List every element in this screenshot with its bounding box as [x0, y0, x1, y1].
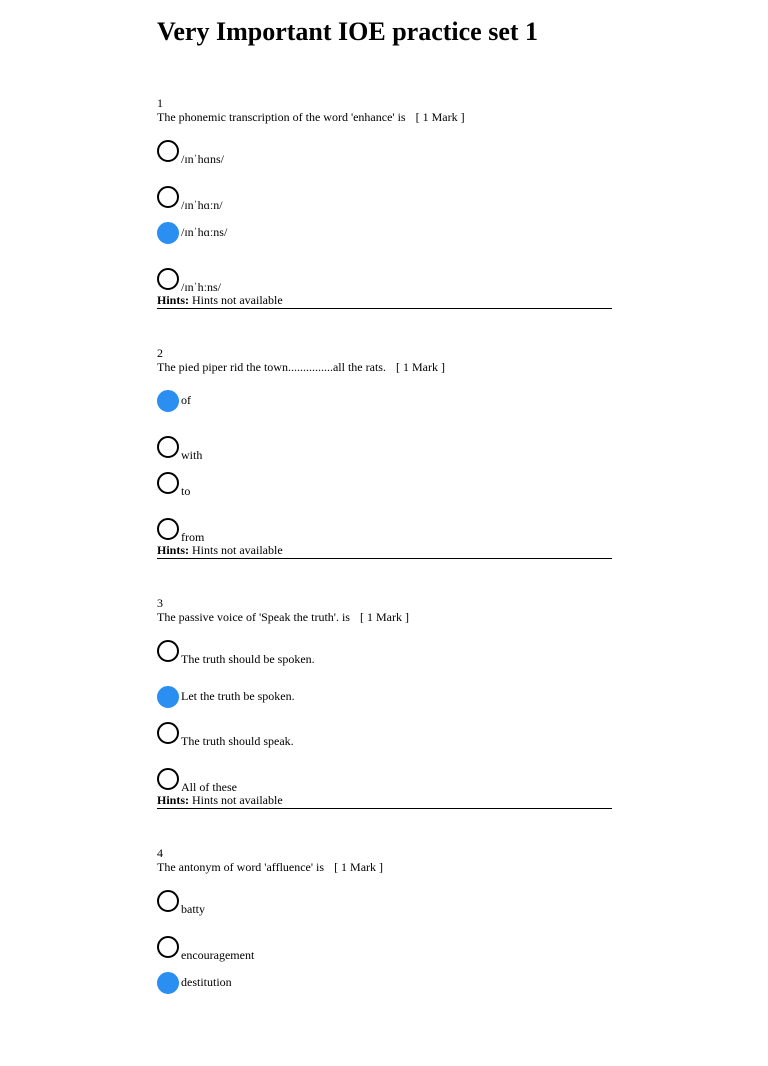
question-text: The passive voice of 'Speak the truth'. is: [157, 610, 350, 624]
hints-label: Hints:: [157, 293, 190, 307]
answer-option[interactable]: [157, 972, 457, 1002]
answer-option-label: All of these: [181, 780, 237, 794]
question-2: [157, 346, 612, 566]
radio-unselected-icon[interactable]: [157, 722, 179, 744]
question-mark-value: [ 1 Mark ]: [395, 360, 445, 374]
question-number: 3: [157, 596, 163, 610]
radio-selected-icon[interactable]: [157, 222, 179, 244]
question-1: [157, 96, 612, 316]
answer-option-label: /ɪnˈhːns/: [181, 280, 222, 294]
question-3: [157, 596, 612, 816]
answer-option-label: batty: [181, 902, 205, 916]
question-mark-value: [ 1 Mark ]: [334, 860, 384, 874]
radio-selected-icon[interactable]: [157, 390, 179, 412]
hints-text: Hints not available: [192, 293, 283, 307]
answer-option[interactable]: [157, 890, 457, 920]
radio-selected-icon[interactable]: [157, 686, 179, 708]
question-text: The pied piper rid the town...............all the rats.: [157, 360, 386, 374]
answer-option[interactable]: [157, 936, 457, 966]
question-number: 1: [157, 96, 163, 110]
answer-option[interactable]: [157, 222, 457, 252]
question-text-row: [157, 610, 409, 624]
answer-option[interactable]: [157, 640, 457, 670]
question-number: 2: [157, 346, 163, 360]
answer-option-label: of: [181, 393, 191, 407]
page-title: Very Important IOE practice set 1: [157, 17, 539, 46]
answer-option[interactable]: [157, 390, 457, 420]
hints-label: Hints:: [157, 543, 190, 557]
answer-option-label: /ɪnˈhɑːns/: [181, 225, 228, 239]
answer-option-label: with: [181, 448, 203, 462]
radio-unselected-icon[interactable]: [157, 436, 179, 458]
answer-option-label: /ɪnˈhɑns/: [181, 152, 224, 166]
answer-option[interactable]: [157, 722, 457, 752]
radio-unselected-icon[interactable]: [157, 186, 179, 208]
answer-option-label: Let the truth be spoken.: [181, 689, 295, 703]
question-text-row: [157, 860, 383, 874]
question-4: [157, 846, 612, 1066]
answer-option-label: The truth should be spoken.: [181, 652, 315, 666]
radio-unselected-icon[interactable]: [157, 890, 179, 912]
radio-unselected-icon[interactable]: [157, 140, 179, 162]
answer-option-label: /ɪnˈhɑːn/: [181, 198, 223, 212]
question-text: The phonemic transcription of the word 'enhance' is: [157, 110, 406, 124]
hints-row: [157, 293, 612, 309]
question-text-row: [157, 110, 465, 124]
question-mark-value: [ 1 Mark ]: [359, 610, 409, 624]
answer-option-label: The truth should speak.: [181, 734, 294, 748]
hints-row: [157, 793, 612, 809]
answer-option[interactable]: [157, 140, 457, 170]
question-number: 4: [157, 846, 163, 860]
answer-option[interactable]: [157, 186, 457, 216]
hints-text: Hints not available: [192, 543, 283, 557]
radio-unselected-icon[interactable]: [157, 768, 179, 790]
question-mark-value: [ 1 Mark ]: [415, 110, 465, 124]
answer-option[interactable]: [157, 686, 457, 716]
question-text-row: [157, 360, 445, 374]
radio-unselected-icon[interactable]: [157, 640, 179, 662]
answer-option-label: to: [181, 484, 191, 498]
answer-option-label: encouragement: [181, 948, 255, 962]
answer-option-label: from: [181, 530, 205, 544]
radio-unselected-icon[interactable]: [157, 936, 179, 958]
radio-unselected-icon[interactable]: [157, 518, 179, 540]
hints-text: Hints not available: [192, 793, 283, 807]
question-text: The antonym of word 'affluence' is: [157, 860, 325, 874]
radio-unselected-icon[interactable]: [157, 268, 179, 290]
answer-option-label: destitution: [181, 975, 232, 989]
answer-option[interactable]: [157, 436, 457, 466]
answer-option[interactable]: [157, 472, 457, 502]
radio-unselected-icon[interactable]: [157, 472, 179, 494]
hints-label: Hints:: [157, 793, 190, 807]
hints-row: [157, 543, 612, 559]
radio-selected-icon[interactable]: [157, 972, 179, 994]
